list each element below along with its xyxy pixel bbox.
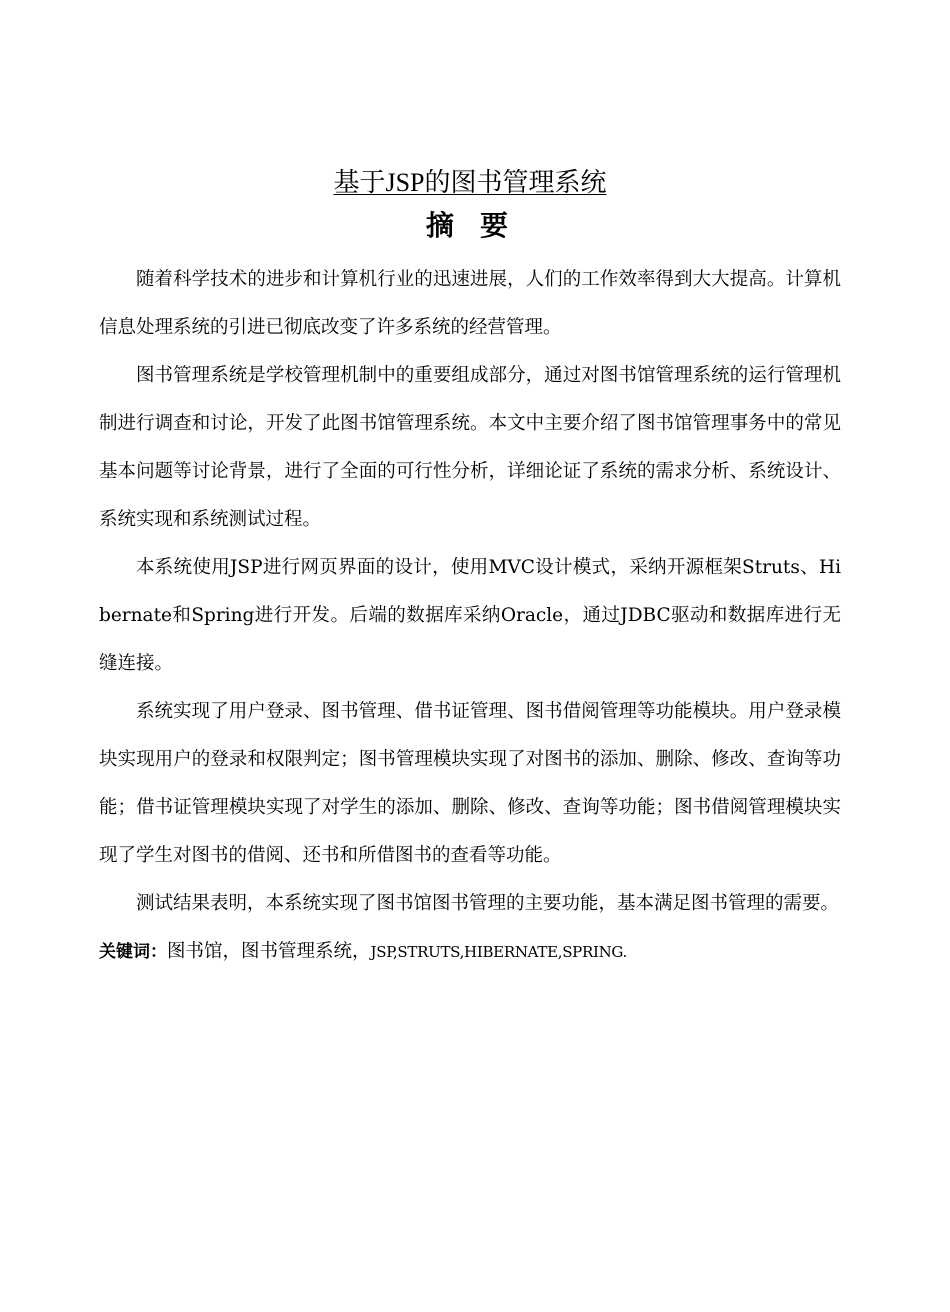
document-title-text: 基于JSP的图书管理系统 xyxy=(333,168,607,197)
abstract-paragraph-2: 图书管理系统是学校管理机制中的重要组成部分，通过对图书馆管理系统的运行管理机制进行调查和讨论，开发了此图书馆管理系统。本文中主要介绍了图书馆管理事务中的常见基本问题等讨论背景，进行了全面的可行性分析，详细论证了系统的需求分析、系统设计、系统实现和系统测试过程。 xyxy=(99,365,841,530)
keywords-label: 关键词： xyxy=(99,942,167,962)
keywords-english: JSP,STRUTS,HIBERNATE,SPRING. xyxy=(370,943,628,961)
keywords-chinese: 图书馆，图书管理系统， xyxy=(167,941,371,962)
abstract-body xyxy=(99,256,841,976)
abstract-heading: 摘要 xyxy=(425,209,534,242)
abstract-paragraph-3: 本系统使用JSP进行网页界面的设计，使用MVC设计模式，采纳开源框架Struts、Hibernate和Spring进行开发。后端的数据库采纳Oracle，通过JDBC驱动和数据库进行无缝连接。 xyxy=(99,557,841,674)
abstract-paragraph-4: 系统实现了用户登录、图书管理、借书证管理、图书借阅管理等功能模块。用户登录模块实现用户的登录和权限判定；图书管理模块实现了对图书的添加、删除、修改、查询等功能；借书证管理模块实现了对学生的添加、删除、修改、查询等功能；图书借阅管理模块实现了学生对图书的借阅、还书和所借图书的查看等功能。 xyxy=(99,701,841,866)
document-title xyxy=(0,166,940,200)
abstract-paragraph-1: 随着科学技术的进步和计算机行业的迅速进展，人们的工作效率得到大大提高。计算机信息处理系统的引进已彻底改变了许多系统的经营管理。 xyxy=(99,269,841,338)
keywords-line xyxy=(99,928,841,976)
abstract-paragraph-5: 测试结果表明，本系统实现了图书馆图书管理的主要功能，基本满足图书管理的需要。 xyxy=(136,893,840,914)
